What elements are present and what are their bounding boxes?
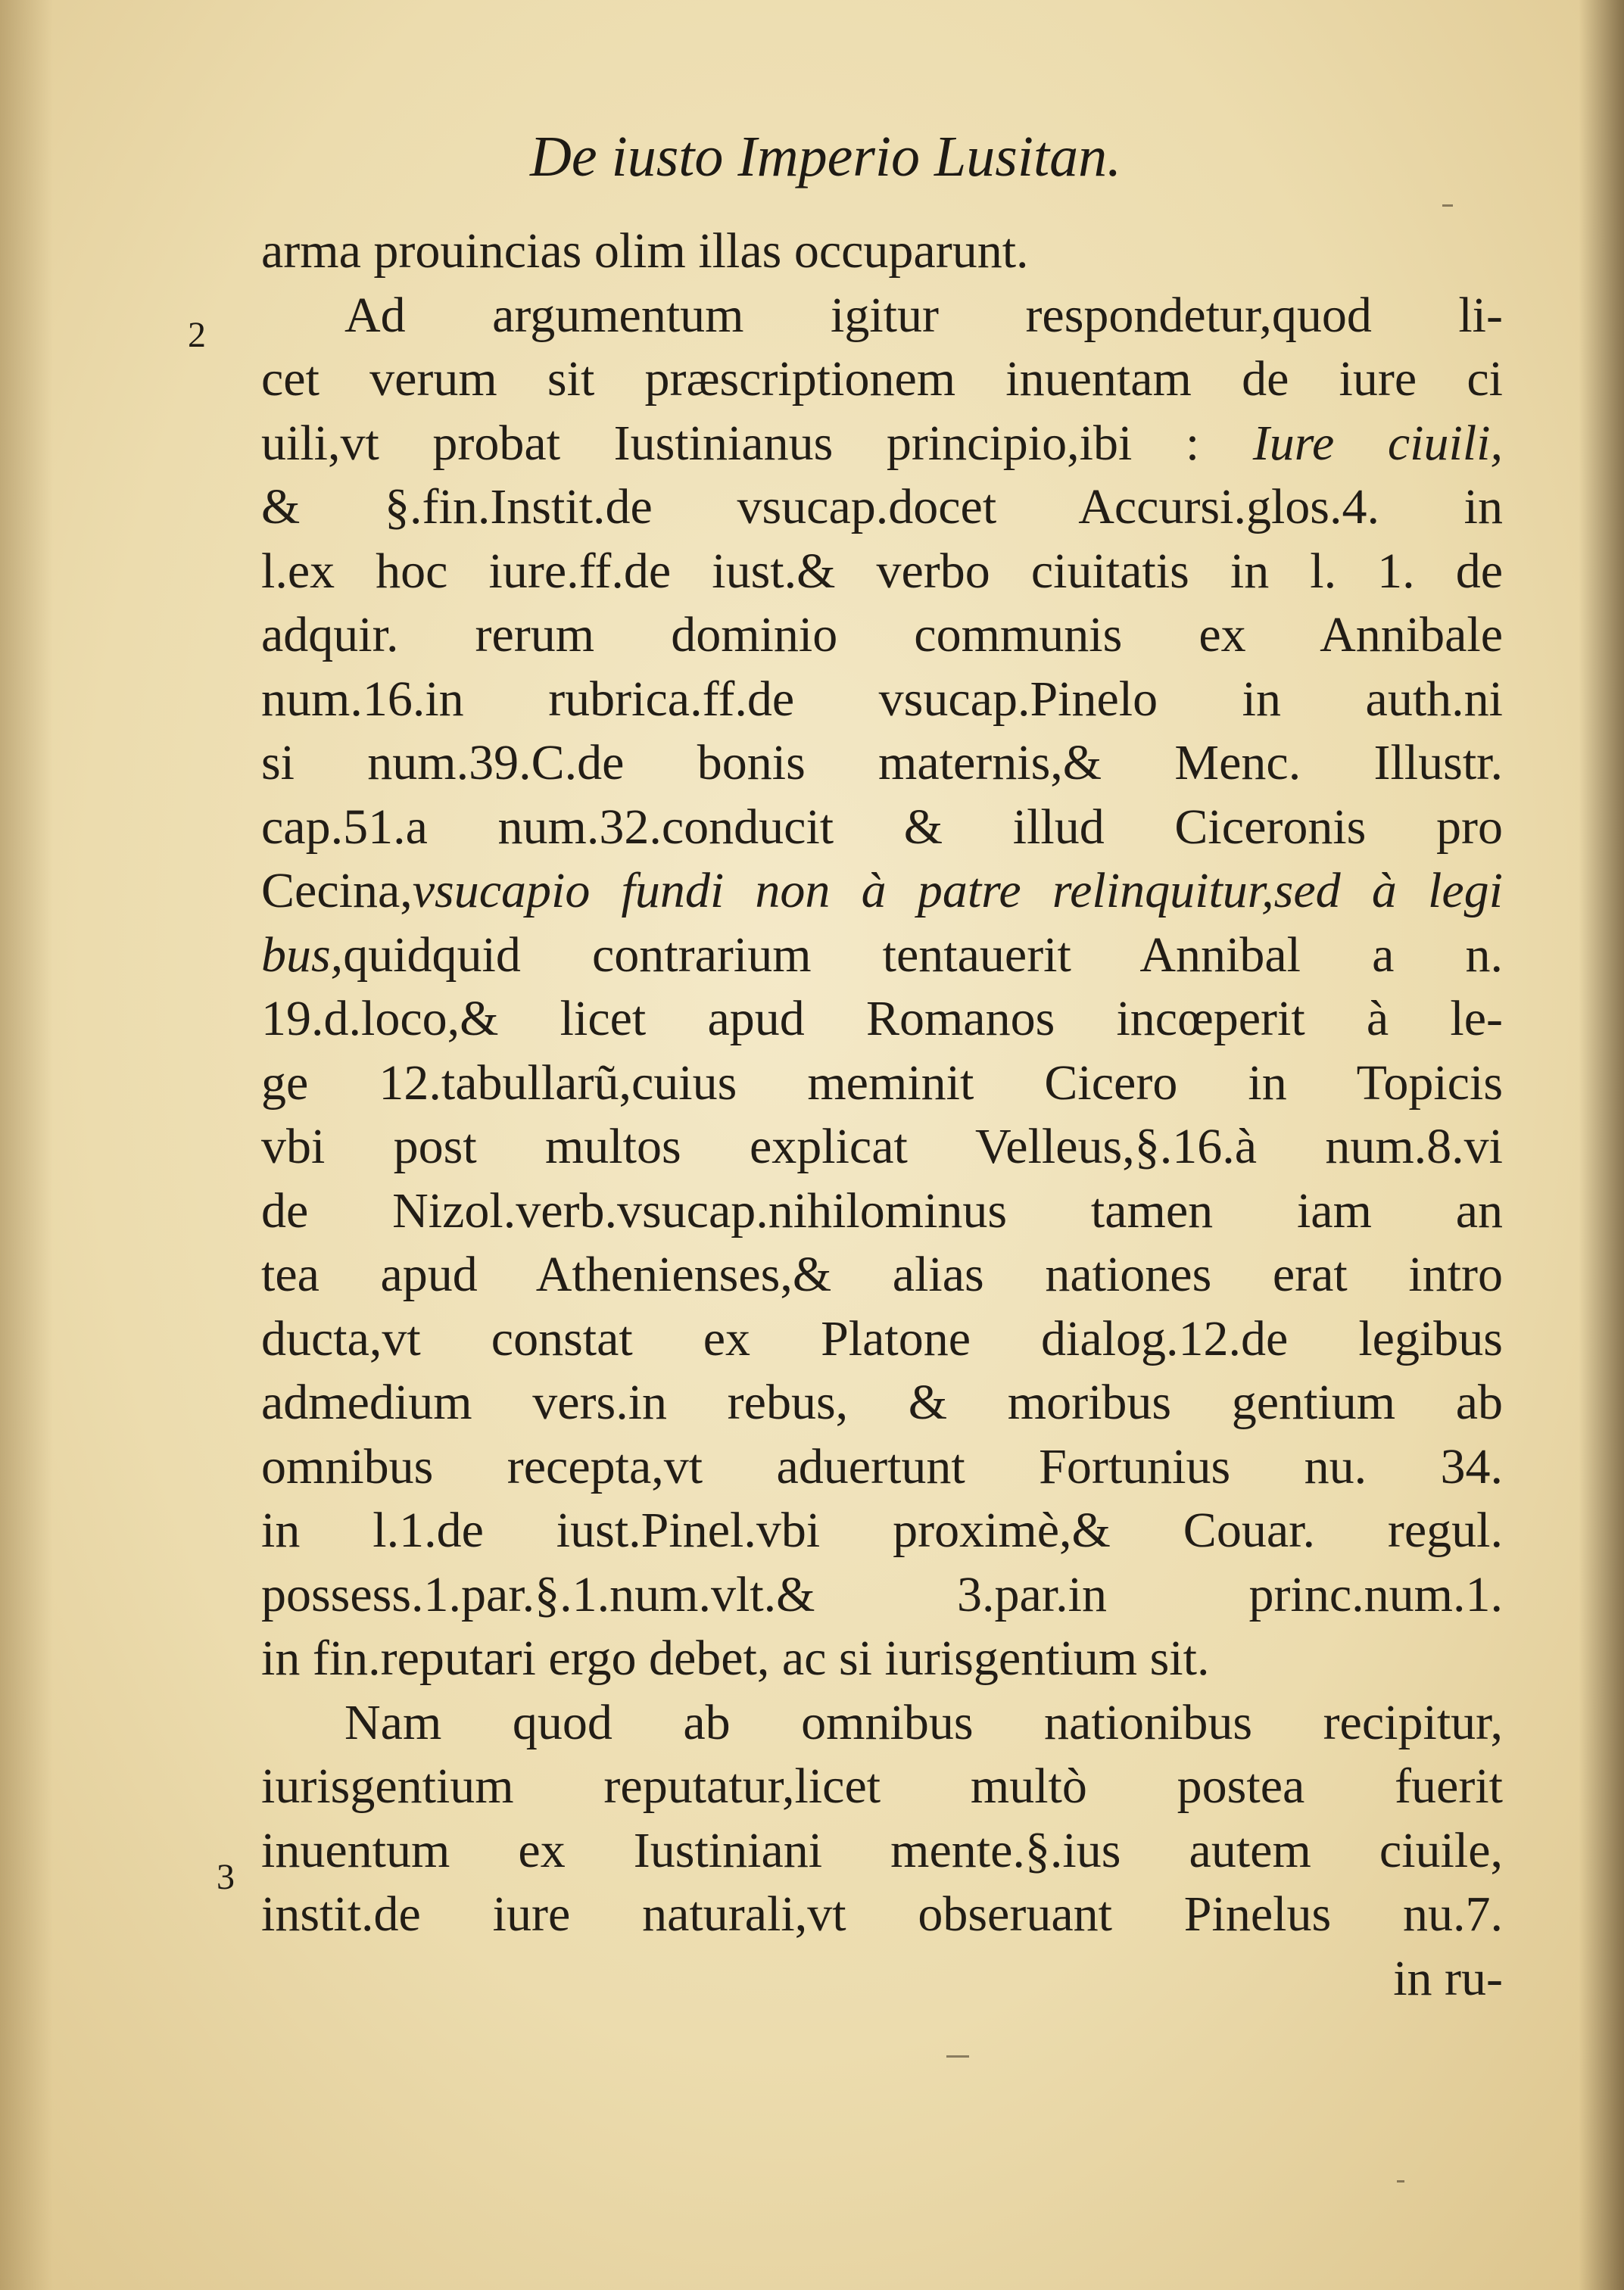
text-line: in l.1.de iust.Pinel.vbi proximè,& Couar. regul. <box>261 1503 1503 1558</box>
text-line: instit.de iure naturali,vt obseruant Pinelus nu.7. <box>261 1887 1503 1942</box>
text-line: admedium vers.in rebus, & moribus gentium ab <box>261 1375 1503 1430</box>
text-line: adquir. rerum dominio communis ex Annibale <box>261 607 1503 662</box>
text-line: vbi post multos explicat Velleus,§.16.à num.8.vi <box>261 1119 1503 1174</box>
body-text <box>261 220 1503 2011</box>
italic-quote: bus, <box>261 927 344 983</box>
paper-speck <box>1442 204 1453 207</box>
text-line: l.ex hoc iure.ff.de iust.& verbo ciuitatis in l. 1. de <box>261 543 1503 599</box>
text-line: inuentum ex Iustiniani mente.§.ius autem ciuile, <box>261 1822 1503 1878</box>
paper-speck <box>1397 2180 1404 2183</box>
italic-quote: Iure ciuili, <box>1252 415 1504 471</box>
text-line: Nam quod ab omnibus nationibus recipitur, <box>344 1694 1503 1750</box>
text-span: uili,vt probat Iustinianus principio,ibi : <box>261 415 1200 471</box>
text-line: ducta,vt constat ex Platone dialog.12.de legibus <box>261 1310 1503 1366</box>
margin-number-3: 3 <box>217 1857 235 1897</box>
text-line: possess.1.par.§.1.num.vlt.& 3.par.in princ.num.1. <box>261 1566 1503 1622</box>
text-line <box>261 859 1503 924</box>
text-line: Ad argumentum igitur respondetur,quod li- <box>344 287 1503 343</box>
running-head: De iusto Imperio Lusitan. <box>530 125 1122 188</box>
italic-quote: vsucapio fundi non à patre relinquitur,sed à legi <box>412 863 1503 918</box>
text-line: num.16.in rubrica.ff.de vsucap.Pinelo in auth.ni <box>261 671 1503 727</box>
text-line: cap.51.a num.32.conducit & illud Ciceronis pro <box>261 799 1503 855</box>
text-line: si num.39.C.de bonis maternis,& Menc. Illustr. <box>261 735 1503 790</box>
text-line <box>261 412 1503 476</box>
text-line: ge 12.tabullarũ,cuius meminit Cicero in Topicis <box>261 1055 1503 1111</box>
text-line: tea apud Athenienses,& alias nationes erat intro <box>261 1247 1503 1302</box>
text-line: 19.d.loco,& licet apud Romanos incœperit à le- <box>261 991 1503 1046</box>
margin-number-2: 2 <box>188 315 206 355</box>
paper-speck <box>946 2055 969 2058</box>
catchword: in ru- <box>1393 1950 1503 2006</box>
text-line: de Nizol.verb.vsucap.nihilominus tamen iam an <box>261 1182 1503 1238</box>
text-line: & §.fin.Instit.de vsucap.docet Accursi.glos.4. in <box>261 479 1503 534</box>
text-line: iurisgentium reputatur,licet multò postea fuerit <box>261 1759 1503 1814</box>
text-span: Cecina, <box>261 863 413 918</box>
text-line: in fin.reputari ergo debet, ac si iurisgentium sit. <box>261 1631 1210 1686</box>
text-line: arma prouincias olim illas occuparunt. <box>261 223 1029 279</box>
text-line <box>261 924 1503 988</box>
text-span: quidquid contrarium tentauerit Annibal a n. <box>343 927 1503 983</box>
text-line: cet verum sit præscriptionem inuentam de iure ci <box>261 351 1503 407</box>
text-line: omnibus recepta,vt aduertunt Fortunius nu. 34. <box>261 1438 1503 1494</box>
